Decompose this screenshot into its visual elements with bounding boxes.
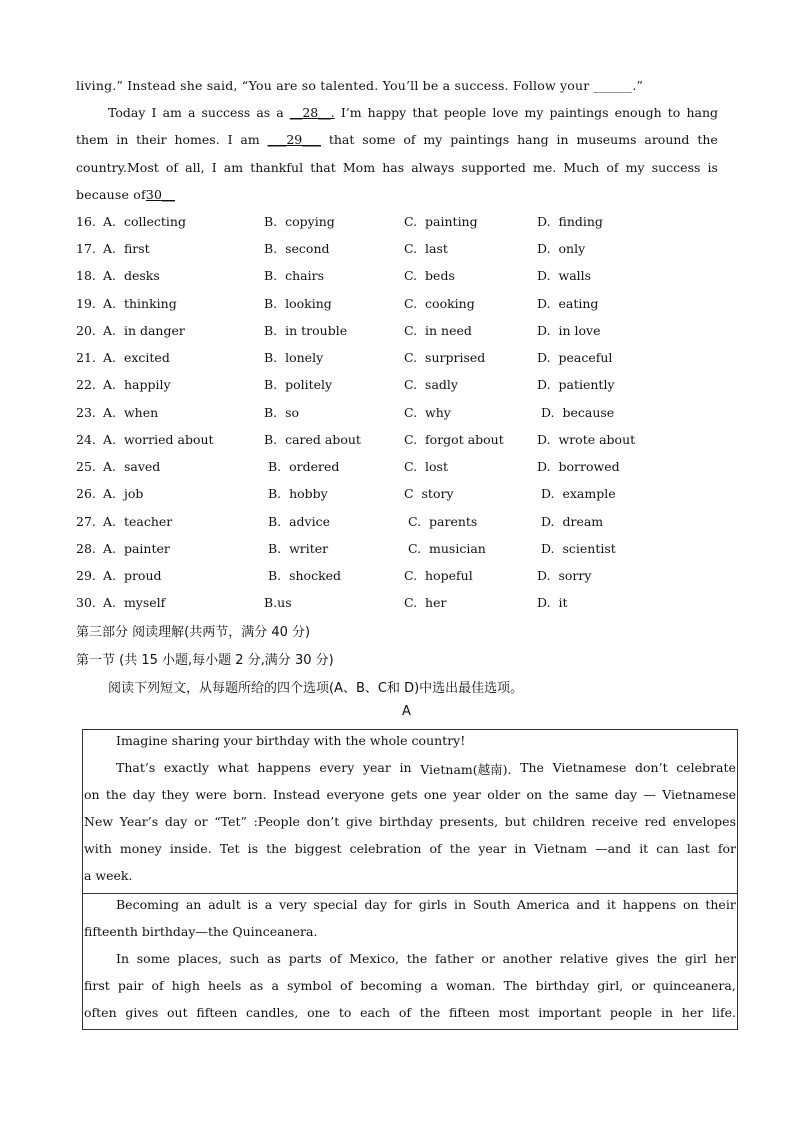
word: year (453, 787, 481, 802)
option-c: C. why (404, 405, 451, 420)
question-row (76, 568, 716, 584)
passage-line-5-text: because of (76, 187, 146, 202)
word: red (644, 814, 667, 829)
word: year (478, 841, 507, 856)
option-b: B. hobby (264, 486, 328, 501)
word: woman. (445, 978, 496, 993)
option-d: D. patiently (537, 377, 615, 392)
word: gets (390, 787, 418, 802)
word: born. (233, 787, 267, 802)
word: as (249, 978, 264, 993)
word: some (136, 951, 170, 966)
word: celebration (349, 841, 422, 856)
option-b: B. writer (264, 541, 329, 556)
option-b: B. so (264, 405, 300, 420)
word: Mexico, (349, 951, 399, 966)
word: one (307, 1005, 331, 1020)
option-d: D. dream (537, 514, 604, 529)
word: places, (177, 951, 222, 966)
word: were (195, 787, 227, 802)
word: my (423, 132, 443, 147)
word: special (313, 897, 358, 912)
word: In (116, 951, 129, 966)
word: of (151, 978, 164, 993)
box2-line-2: fifteenth birthday—the Quinceanera. (84, 924, 318, 939)
word: pair (117, 978, 144, 993)
word: paintings (549, 105, 609, 120)
option-a: A. first (103, 241, 150, 256)
question-row (76, 459, 716, 475)
option-c: C. lost (404, 459, 449, 474)
option-d: D. eating (537, 296, 599, 311)
option-d: D. because (537, 405, 615, 420)
option-c: C. painting (404, 214, 478, 229)
word: The (520, 760, 544, 775)
option-c: C story (404, 486, 454, 501)
option-c: C. hopeful (404, 568, 473, 583)
question-number: 29. (76, 568, 96, 583)
word: can (656, 841, 679, 856)
passage-line-2 (108, 105, 718, 120)
question-number: 17. (76, 241, 96, 256)
word: am (223, 160, 244, 175)
word: my (524, 105, 544, 120)
option-d: D. sorry (537, 568, 592, 583)
word: Vietnam(越南). (420, 762, 512, 777)
question-number: 25. (76, 459, 96, 474)
word: money (119, 841, 162, 856)
word: as (256, 105, 271, 120)
question-row (76, 595, 716, 611)
option-a: A. excited (103, 350, 170, 365)
word: a (430, 978, 438, 993)
word: what (217, 760, 249, 775)
option-d: D. finding (537, 214, 603, 229)
word: Year’s (119, 814, 159, 829)
option-b: B. ordered (264, 459, 340, 474)
word: day (132, 787, 156, 802)
word: every (319, 760, 355, 775)
word: to (338, 1005, 352, 1020)
word: I’m (340, 105, 362, 120)
passage-line-3 (76, 132, 718, 147)
word: hang (686, 105, 718, 120)
word: of (329, 951, 342, 966)
word: hang (517, 132, 549, 147)
word: fifteen (449, 1005, 490, 1020)
word: love (492, 105, 519, 120)
box1-line-2 (115, 760, 737, 778)
word: Instead (272, 787, 321, 802)
section-instruction: 阅读下列短文，从每题所给的四个选项(A、B、C和 D)中选出最佳选项。 (108, 681, 524, 696)
question-number: 23. (76, 405, 96, 420)
word: important (538, 1005, 602, 1020)
word: I (151, 105, 157, 120)
option-b: B. advice (264, 514, 330, 529)
word: of (165, 160, 179, 175)
word: they (161, 787, 190, 802)
word: :People (253, 814, 300, 829)
word: “Tet” (214, 814, 247, 829)
word: enough (614, 105, 662, 120)
option-b: B. chairs (264, 268, 324, 283)
word: success (201, 105, 251, 120)
word: America (516, 897, 570, 912)
question-number: 21. (76, 350, 96, 365)
word: a (264, 897, 273, 912)
word: that (328, 132, 355, 147)
word: as (267, 951, 281, 966)
option-d: D. peaceful (537, 350, 613, 365)
word: receive (591, 814, 638, 829)
word: South (472, 897, 511, 912)
word: of (403, 132, 416, 147)
blank-30: 30__ (145, 187, 176, 202)
option-a: A. teacher (103, 514, 173, 529)
word: day (364, 897, 388, 912)
option-c: C. surprised (404, 350, 486, 365)
option-a: A. painter (103, 541, 170, 556)
option-d: D. it (537, 595, 568, 610)
option-a: A. worried about (103, 432, 214, 447)
word: life. (712, 1005, 736, 1020)
word: heels (208, 978, 242, 993)
word: Mom (342, 160, 376, 175)
option-a: A. in danger (103, 323, 185, 338)
word: the (449, 841, 471, 856)
word: day (164, 814, 188, 829)
question-row (76, 214, 716, 230)
word: Today (108, 105, 146, 120)
option-d: D. only (537, 241, 586, 256)
word: me. (532, 160, 557, 175)
word: ___29___ (267, 132, 321, 147)
word: I (211, 160, 217, 175)
question-row (76, 268, 716, 284)
word: candles, (246, 1005, 299, 1020)
word: The (503, 978, 528, 993)
word: and (576, 897, 601, 912)
option-a: A. proud (103, 568, 162, 583)
question-row (76, 323, 716, 339)
word: exactly (163, 760, 209, 775)
word: adult (208, 897, 241, 912)
word: it (639, 841, 649, 856)
option-c: C. beds (404, 268, 455, 283)
word: country.Most (76, 160, 159, 175)
word: happy (367, 105, 407, 120)
passage-label: A (402, 704, 411, 719)
word: them (76, 132, 109, 147)
word: all, (185, 160, 205, 175)
word: such (229, 951, 260, 966)
word: supported (461, 160, 526, 175)
word: in (116, 132, 129, 147)
box1-line-5 (83, 841, 737, 856)
word: for (717, 841, 736, 856)
word: most (498, 1005, 530, 1020)
word: a (276, 105, 284, 120)
option-a: A. collecting (103, 214, 186, 229)
word: my (625, 160, 645, 175)
word: their (136, 132, 167, 147)
word: or (631, 978, 645, 993)
box2-line-3 (115, 951, 737, 966)
word: homes. (174, 132, 220, 147)
word: parts (288, 951, 322, 966)
question-number: 27. (76, 514, 96, 529)
question-number: 28. (76, 541, 96, 556)
option-b: B. shocked (264, 568, 342, 583)
option-a: A. desks (103, 268, 160, 283)
word: Much (563, 160, 600, 175)
word: one (423, 787, 447, 802)
word: happens (257, 760, 311, 775)
word: in (399, 760, 412, 775)
option-b: B. second (264, 241, 330, 256)
word: birthday (379, 814, 433, 829)
word: envelopes (672, 814, 736, 829)
option-d: D. example (537, 486, 616, 501)
option-b: B. lonely (264, 350, 324, 365)
option-c: C. sadly (404, 377, 458, 392)
word: fifteen (196, 1005, 238, 1020)
word: very (279, 897, 307, 912)
word: the (697, 132, 718, 147)
question-number: 24. (76, 432, 96, 447)
option-b: B. looking (264, 296, 332, 311)
word: of (606, 160, 619, 175)
word: the (419, 1005, 441, 1020)
word: museums (576, 132, 637, 147)
word: high (171, 978, 200, 993)
option-a: A. myself (103, 595, 166, 610)
word: in (514, 841, 527, 856)
word: people (609, 1005, 653, 1020)
word: don’t (635, 760, 668, 775)
word: to (667, 105, 681, 120)
word: often (84, 1005, 117, 1020)
word: __28__. (289, 105, 335, 120)
word: another (502, 951, 553, 966)
box2-line-1 (115, 897, 737, 912)
word: of (340, 978, 353, 993)
word: girl, (597, 978, 624, 993)
word: first (84, 978, 110, 993)
option-a: A. thinking (103, 296, 177, 311)
word: thankful (250, 160, 304, 175)
option-c: C. forgot about (404, 432, 504, 447)
option-b: B. in trouble (264, 323, 348, 338)
word: but (504, 814, 526, 829)
word: girls (418, 897, 448, 912)
question-number: 16. (76, 214, 96, 229)
word: father (435, 951, 474, 966)
word: Vietnamese (662, 787, 736, 802)
word: becoming (360, 978, 423, 993)
option-d: D. scientist (537, 541, 616, 556)
word: people (444, 105, 487, 120)
word: her (681, 1005, 704, 1020)
word: is (247, 841, 259, 856)
question-row (76, 541, 716, 557)
word: her (714, 951, 736, 966)
question-number: 18. (76, 268, 96, 283)
word: birthday (535, 978, 590, 993)
question-number: 22. (76, 377, 96, 392)
word: in (454, 897, 467, 912)
question-row (76, 405, 716, 421)
word: or (481, 951, 495, 966)
word: Becoming (116, 897, 180, 912)
box2-line-4 (83, 978, 737, 993)
word: or (194, 814, 208, 829)
box1-line-4 (83, 814, 737, 829)
option-b: B. politely (264, 377, 333, 392)
box1-line-3 (83, 787, 737, 802)
word: for (393, 897, 412, 912)
question-row (76, 432, 716, 448)
word: inside. (169, 841, 212, 856)
word: older (487, 787, 521, 802)
word: I (227, 132, 233, 147)
word: on (84, 787, 100, 802)
word: celebrate (676, 760, 736, 775)
word: That’s (116, 760, 156, 775)
question-row (76, 377, 716, 393)
word: always (411, 160, 455, 175)
option-a: A. when (103, 405, 159, 420)
word: the (266, 841, 287, 856)
question-row (76, 296, 716, 312)
question-number: 30. (76, 595, 96, 610)
box2-line-5 (83, 1005, 737, 1020)
word: girl (684, 951, 707, 966)
option-c: C. musician (404, 541, 486, 556)
option-b: B. copying (264, 214, 335, 229)
word: am (240, 132, 260, 147)
option-c: C. her (404, 595, 447, 610)
word: in (660, 1005, 674, 1020)
word: children (532, 814, 586, 829)
word: Tet (219, 841, 240, 856)
word: it (606, 897, 616, 912)
option-d: D. walls (537, 268, 592, 283)
word: on (526, 787, 543, 802)
box1-line-6: a week. (84, 868, 133, 883)
section-3-part-1: 第一节 (共 15 小题,每小题 2 分,满分 30 分) (76, 653, 334, 668)
word: is (247, 897, 258, 912)
option-d: D. wrote about (537, 432, 636, 447)
passage-line-4 (76, 160, 718, 175)
option-c: C. parents (404, 514, 478, 529)
passage-line-5 (76, 187, 175, 202)
word: relative (559, 951, 609, 966)
option-c: C. cooking (404, 296, 475, 311)
option-c: C. in need (404, 323, 472, 338)
word: gives (125, 1005, 159, 1020)
option-c: C. last (404, 241, 448, 256)
word: last (686, 841, 710, 856)
word: an (185, 897, 202, 912)
word: everyone (326, 787, 385, 802)
word: quinceanera, (653, 978, 736, 993)
word: is (707, 160, 718, 175)
option-b: B. cared about (264, 432, 361, 447)
word: give (345, 814, 373, 829)
word: Vietnam (534, 841, 588, 856)
word: year (362, 760, 391, 775)
word: — (643, 787, 656, 802)
word: of (398, 1005, 411, 1020)
word: happens (622, 897, 677, 912)
word: of (429, 841, 442, 856)
reading-box-1 (82, 729, 738, 894)
reading-box-2 (82, 893, 738, 1030)
word: day (614, 787, 638, 802)
word: —and (595, 841, 632, 856)
word: out (167, 1005, 188, 1020)
word: that (310, 160, 336, 175)
option-a: A. happily (103, 377, 171, 392)
question-number: 20. (76, 323, 96, 338)
option-a: A. saved (103, 459, 161, 474)
question-row (76, 486, 716, 502)
box1-line-1: Imagine sharing your birthday with the whole country! (116, 733, 466, 748)
option-b: B.us (264, 595, 292, 610)
word: same (575, 787, 609, 802)
question-row (76, 241, 716, 257)
passage-line-1: living.” Instead she said, “You are so talented. You’ll be a success. Follow your ______.” (76, 78, 644, 93)
word: the (548, 787, 569, 802)
word: in (556, 132, 569, 147)
word: their (705, 897, 736, 912)
word: success (651, 160, 701, 175)
word: am (162, 105, 182, 120)
word: some (362, 132, 396, 147)
word: Vietnamese (552, 760, 627, 775)
word: has (382, 160, 405, 175)
question-number: 26. (76, 486, 96, 501)
word: New (84, 814, 114, 829)
option-a: A. job (103, 486, 144, 501)
question-number: 19. (76, 296, 96, 311)
word: the (406, 951, 428, 966)
word: presents, (439, 814, 499, 829)
section-3-title: 第三部分 阅读理解(共两节，满分 40 分) (76, 625, 311, 640)
word: a (187, 105, 196, 120)
word: the (105, 787, 127, 802)
word: with (84, 841, 112, 856)
word: that (412, 105, 438, 120)
word: around (644, 132, 690, 147)
word: don’t (306, 814, 340, 829)
question-row (76, 350, 716, 366)
word: a (271, 978, 279, 993)
word: paintings (450, 132, 510, 147)
word: each (360, 1005, 391, 1020)
question-row (76, 514, 716, 530)
word: biggest (294, 841, 342, 856)
word: gives (615, 951, 649, 966)
option-d: D. borrowed (537, 459, 620, 474)
word: the (656, 951, 678, 966)
option-d: D. in love (537, 323, 601, 338)
word: on (682, 897, 699, 912)
word: symbol (287, 978, 332, 993)
